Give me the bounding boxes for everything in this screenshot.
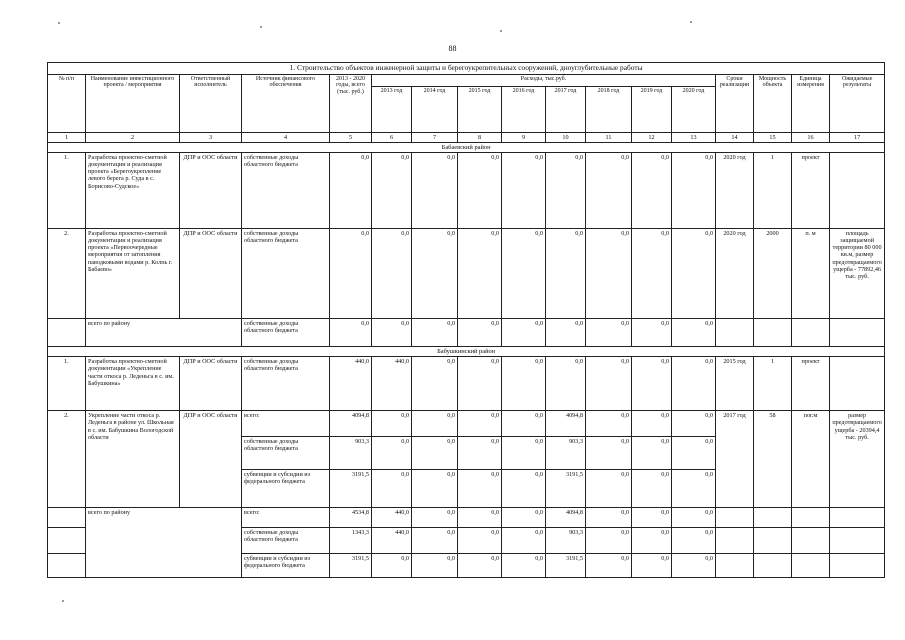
project-executor: ДПР и ООС области <box>180 153 242 229</box>
year-value: 3191,5 <box>546 554 586 578</box>
year-value: 0,0 <box>672 319 716 347</box>
year-value: 0,0 <box>632 357 672 411</box>
year-value: 0,0 <box>372 437 412 470</box>
total-value: 3191,5 <box>330 554 372 578</box>
project-result <box>830 357 885 411</box>
header-year: 2016 год <box>502 86 546 132</box>
year-value: 0,0 <box>412 470 458 508</box>
year-value: 0,0 <box>632 319 672 347</box>
year-value: 0,0 <box>632 411 672 437</box>
total-value: 3191,5 <box>330 470 372 508</box>
scan-speck <box>260 26 262 28</box>
year-value: 0,0 <box>502 554 546 578</box>
empty-cell <box>754 508 792 528</box>
year-value: 0,0 <box>546 153 586 229</box>
empty-cell <box>716 554 754 578</box>
empty-cell <box>754 528 792 554</box>
funding-source: субвенции и субсидии из федерального бюджета <box>242 470 330 508</box>
year-value: 0,0 <box>502 528 546 554</box>
year-value: 0,0 <box>546 357 586 411</box>
district-row <box>48 142 885 152</box>
year-value: 0,0 <box>458 153 502 229</box>
column-number: 6 <box>372 132 412 142</box>
column-number: 11 <box>586 132 632 142</box>
scan-speck <box>500 30 502 32</box>
year-value: 0,0 <box>632 554 672 578</box>
project-unit: пог.м <box>792 411 830 508</box>
year-value: 0,0 <box>502 229 546 319</box>
header-year: 2017 год <box>546 86 586 132</box>
year-value: 0,0 <box>412 508 458 528</box>
column-number: 3 <box>180 132 242 142</box>
year-value: 0,0 <box>458 437 502 470</box>
year-value: 0,0 <box>586 437 632 470</box>
total-value: 0,0 <box>330 153 372 229</box>
empty-cell <box>716 508 754 528</box>
column-number: 7 <box>412 132 458 142</box>
project-row <box>48 229 885 319</box>
year-value: 0,0 <box>502 319 546 347</box>
project-name: Разработка проектно-сметной документации «Укрепление части откоса р. Леденьга в с. им. Бабушкина» <box>86 357 180 411</box>
column-number: 4 <box>242 132 330 142</box>
year-value: 0,0 <box>586 229 632 319</box>
investment-projects-table <box>47 62 885 578</box>
empty-cell <box>830 554 885 578</box>
project-term: 2017 год <box>716 411 754 508</box>
year-value: 0,0 <box>372 229 412 319</box>
year-value: 0,0 <box>372 411 412 437</box>
year-value: 0,0 <box>672 357 716 411</box>
year-value: 0,0 <box>502 411 546 437</box>
year-value: 0,0 <box>632 470 672 508</box>
total-value: 0,0 <box>330 319 372 347</box>
year-value: 903,3 <box>546 528 586 554</box>
year-value: 0,0 <box>632 528 672 554</box>
year-value: 0,0 <box>372 319 412 347</box>
header-capacity: Мощность объекта <box>754 74 792 132</box>
funding-source: собственные доходы областного бюджета <box>242 229 330 319</box>
scan-speck <box>62 600 64 602</box>
total-value: 903,3 <box>330 437 372 470</box>
empty-cell <box>792 508 830 528</box>
year-value: 0,0 <box>586 528 632 554</box>
year-value: 0,0 <box>632 229 672 319</box>
year-value: 0,0 <box>632 153 672 229</box>
section-title: 1. Строительство объектов инженерной защиты и берегоукрепительных сооружений, дноуглубительные работы <box>48 63 885 75</box>
project-capacity: 58 <box>754 411 792 508</box>
section-title-row <box>48 63 885 75</box>
year-value: 0,0 <box>632 437 672 470</box>
year-value: 0,0 <box>458 508 502 528</box>
project-unit: проект <box>792 357 830 411</box>
year-value: 0,0 <box>502 357 546 411</box>
empty-cell <box>48 508 86 528</box>
funding-source: собственные доходы областного бюджета <box>242 437 330 470</box>
funding-source: субвенции и субсидии из федерального бюджета <box>242 554 330 578</box>
column-number: 8 <box>458 132 502 142</box>
project-result: площадь защищаемой территории 80 000 кв.м, размер предотвращаемого ущерба - 77892,46 тыс. руб. <box>830 229 885 319</box>
year-value: 0,0 <box>586 508 632 528</box>
header-year: 2020 год <box>672 86 716 132</box>
header-result: Ожидаемые результаты <box>830 74 885 132</box>
year-value: 0,0 <box>586 319 632 347</box>
year-value: 903,3 <box>546 437 586 470</box>
total-value: 440,0 <box>330 357 372 411</box>
header-term: Сроки реализации <box>716 74 754 132</box>
scan-speck <box>690 21 692 23</box>
column-number: 10 <box>546 132 586 142</box>
year-value: 4094,8 <box>546 411 586 437</box>
column-number: 1 <box>48 132 86 142</box>
total-value: 4534,8 <box>330 508 372 528</box>
year-value: 0,0 <box>412 437 458 470</box>
empty-cell <box>830 528 885 554</box>
year-value: 0,0 <box>672 528 716 554</box>
empty-cell <box>792 528 830 554</box>
project-name: Разработка проектно-сметной документации и реализация проекта «Первоочередные мероприятия от затопления паводковыми водами р. Колпь г. Бабаево» <box>86 229 180 319</box>
year-value: 0,0 <box>412 528 458 554</box>
year-value: 0,0 <box>672 229 716 319</box>
year-value: 0,0 <box>458 528 502 554</box>
year-value: 440,0 <box>372 357 412 411</box>
column-number: 9 <box>502 132 546 142</box>
year-value: 0,0 <box>502 508 546 528</box>
district-total-row <box>48 319 885 347</box>
year-value: 0,0 <box>586 554 632 578</box>
district-total-row <box>48 508 885 528</box>
funding-source: собственные доходы областного бюджета <box>242 153 330 229</box>
empty-cell <box>716 528 754 554</box>
header-year: 2014 год <box>412 86 458 132</box>
year-value: 0,0 <box>372 554 412 578</box>
year-value: 0,0 <box>502 470 546 508</box>
column-number: 14 <box>716 132 754 142</box>
project-name: Разработка проектно-сметной документации и реализация проекта «Берегоукрепление левого берега р. Суда в с. Борисово-Судское» <box>86 153 180 229</box>
year-value: 0,0 <box>412 153 458 229</box>
year-value: 0,0 <box>672 153 716 229</box>
district-total-label: всего по району <box>86 508 242 578</box>
year-value: 0,0 <box>546 229 586 319</box>
empty-cell <box>48 528 86 554</box>
year-value: 0,0 <box>458 470 502 508</box>
empty-cell <box>716 319 754 347</box>
year-value: 0,0 <box>586 470 632 508</box>
district-total-label: всего по району <box>86 319 242 347</box>
column-number: 16 <box>792 132 830 142</box>
year-value: 0,0 <box>372 153 412 229</box>
header-num: № п/п <box>48 74 86 132</box>
project-unit: п. м <box>792 229 830 319</box>
column-number: 15 <box>754 132 792 142</box>
year-value: 0,0 <box>672 411 716 437</box>
header-unit: Единица измерения <box>792 74 830 132</box>
year-value: 0,0 <box>502 153 546 229</box>
header-year: 2019 год <box>632 86 672 132</box>
column-number: 12 <box>632 132 672 142</box>
project-term: 2020 год <box>716 229 754 319</box>
project-executor: ДПР и ООС области <box>180 229 242 319</box>
project-result: размер предотвращаемого ущерба - 20394,4 тыс. руб. <box>830 411 885 508</box>
project-capacity: 1 <box>754 153 792 229</box>
page-number: 88 <box>448 44 457 53</box>
year-value: 0,0 <box>458 357 502 411</box>
year-value: 0,0 <box>412 319 458 347</box>
project-number: 1. <box>48 357 86 411</box>
total-value: 0,0 <box>330 229 372 319</box>
column-number: 2 <box>86 132 180 142</box>
project-executor: ДПР и ООС области <box>180 357 242 411</box>
year-value: 0,0 <box>412 229 458 319</box>
funding-source: собственные доходы областного бюджета <box>242 319 330 347</box>
year-value: 0,0 <box>672 508 716 528</box>
empty-cell <box>754 319 792 347</box>
column-numbers-row <box>48 132 885 142</box>
year-value: 0,0 <box>672 437 716 470</box>
header-year: 2015 год <box>458 86 502 132</box>
district-title: Бабушкинский район <box>48 347 885 357</box>
empty-cell <box>792 554 830 578</box>
header-expenses: Расходы, тыс.руб. <box>372 74 716 86</box>
year-value: 0,0 <box>586 153 632 229</box>
total-value: 4094,8 <box>330 411 372 437</box>
column-number: 13 <box>672 132 716 142</box>
district-row <box>48 347 885 357</box>
header-source: Источник финансового обеспечения <box>242 74 330 132</box>
year-value: 0,0 <box>586 357 632 411</box>
year-value: 0,0 <box>412 411 458 437</box>
funding-source: собственные доходы областного бюджета <box>242 357 330 411</box>
year-value: 0,0 <box>586 411 632 437</box>
header-year: 2018 год <box>586 86 632 132</box>
project-capacity: 2000 <box>754 229 792 319</box>
column-number: 5 <box>330 132 372 142</box>
year-value: 3191,5 <box>546 470 586 508</box>
header-name: Наименование инвестиционного проекта / мероприятия <box>86 74 180 132</box>
year-value: 440,0 <box>372 528 412 554</box>
project-number: 1. <box>48 153 86 229</box>
scan-speck <box>58 22 60 24</box>
total-value: 1343,3 <box>330 528 372 554</box>
header-total: 2013 - 2020 годы, всего (тыс. руб.) <box>330 74 372 132</box>
year-value: 0,0 <box>412 357 458 411</box>
empty-cell <box>754 554 792 578</box>
year-value: 0,0 <box>546 319 586 347</box>
header-row-1 <box>48 74 885 86</box>
year-value: 0,0 <box>502 437 546 470</box>
year-value: 0,0 <box>632 508 672 528</box>
project-capacity: 1 <box>754 357 792 411</box>
year-value: 0,0 <box>458 411 502 437</box>
year-value: 0,0 <box>672 470 716 508</box>
year-value: 0,0 <box>372 470 412 508</box>
project-result <box>830 153 885 229</box>
funding-source: всего: <box>242 508 330 528</box>
project-row <box>48 357 885 411</box>
project-unit: проект <box>792 153 830 229</box>
project-term: 2020 год <box>716 153 754 229</box>
year-value: 4094,8 <box>546 508 586 528</box>
empty-cell <box>830 319 885 347</box>
empty-cell <box>830 508 885 528</box>
year-value: 0,0 <box>458 319 502 347</box>
district-title: Бабаевский район <box>48 142 885 152</box>
year-value: 0,0 <box>458 229 502 319</box>
project-term: 2015 год <box>716 357 754 411</box>
header-year: 2013 год <box>372 86 412 132</box>
project-name: Укрепление части откоса р. Леденьга в районе ул. Школьная в с. им. Бабушкина Вологодской области <box>86 411 180 508</box>
project-row <box>48 411 885 437</box>
funding-source: собственные доходы областного бюджета <box>242 528 330 554</box>
empty-cell <box>792 319 830 347</box>
project-row <box>48 153 885 229</box>
year-value: 0,0 <box>458 554 502 578</box>
project-executor: ДПР и ООС области <box>180 411 242 508</box>
column-number: 17 <box>830 132 885 142</box>
year-value: 440,0 <box>372 508 412 528</box>
header-executor: Ответственный исполнитель <box>180 74 242 132</box>
empty-cell <box>48 319 86 347</box>
year-value: 0,0 <box>412 554 458 578</box>
funding-source: всего: <box>242 411 330 437</box>
year-value: 0,0 <box>672 554 716 578</box>
empty-cell <box>48 554 86 578</box>
project-number: 2. <box>48 229 86 319</box>
project-number: 2. <box>48 411 86 508</box>
